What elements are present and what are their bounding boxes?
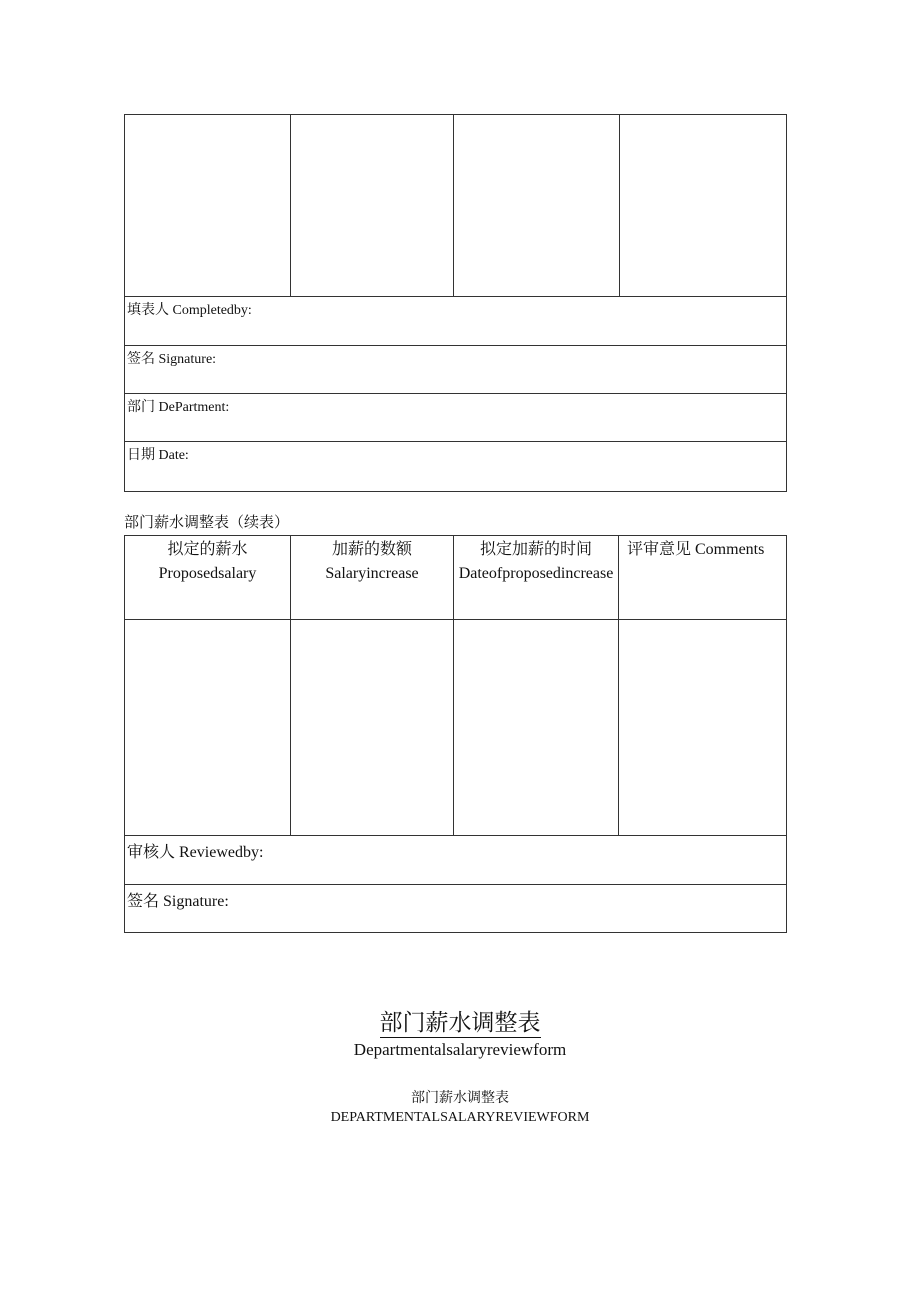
- reviewer-signature-field[interactable]: [125, 885, 787, 933]
- completed-by-field[interactable]: [125, 297, 787, 346]
- form-title-zh-text: 部门薪水调整表: [379, 1010, 541, 1036]
- department-label: 部门 DePartment:: [127, 400, 230, 415]
- signature-label: 签名 Signature:: [127, 352, 217, 367]
- header-comments: [619, 536, 787, 620]
- header-salary-increase-en: Salaryincrease: [325, 565, 419, 582]
- date-field[interactable]: [125, 442, 787, 492]
- header-salary-increase: [291, 536, 454, 620]
- blank-cell[interactable]: [125, 115, 291, 297]
- salary-increase-cell[interactable]: [291, 620, 454, 836]
- reviewed-by-field[interactable]: [125, 836, 787, 885]
- form-subtitle-zh: 部门薪水调整表: [411, 1091, 509, 1106]
- proposed-salary-cell[interactable]: [125, 620, 291, 836]
- date-label: 日期 Date:: [127, 448, 189, 463]
- continuation-table: [124, 535, 787, 933]
- continuation-title: 部门薪水调整表（续表）: [124, 515, 290, 531]
- form-title-en: Departmentalsalaryreviewform: [353, 1040, 567, 1059]
- header-proposed-salary: [125, 536, 291, 620]
- form-subtitle-en: DEPARTMENTALSALARYREVIEWFORM: [330, 1110, 590, 1125]
- header-salary-increase-zh: 加薪的数额: [331, 541, 412, 558]
- reviewed-by-label: 审核人 Reviewedby:: [127, 844, 264, 861]
- reviewer-signature-label: 签名 Signature:: [127, 893, 229, 910]
- blank-cell[interactable]: [620, 115, 787, 297]
- blank-cell[interactable]: [454, 115, 620, 297]
- header-comments-label: 评审意见 Comments: [627, 541, 765, 558]
- header-date-en: Dateofproposedincrease: [458, 565, 614, 582]
- header-proposed-salary-en: Proposedsalary: [158, 565, 257, 582]
- header-date-zh: 拟定加薪的时间: [479, 541, 592, 558]
- header-proposed-salary-zh: 拟定的薪水: [167, 541, 248, 558]
- blank-cell[interactable]: [291, 115, 454, 297]
- signature-field[interactable]: [125, 346, 787, 394]
- top-form-table: [124, 114, 787, 492]
- completed-by-label: 填表人 Completedby:: [127, 303, 252, 318]
- header-date-of-increase: [454, 536, 619, 620]
- form-title-zh: [0, 1006, 920, 1040]
- date-of-increase-cell[interactable]: [454, 620, 619, 836]
- department-field[interactable]: [125, 394, 787, 442]
- comments-cell[interactable]: [619, 620, 787, 836]
